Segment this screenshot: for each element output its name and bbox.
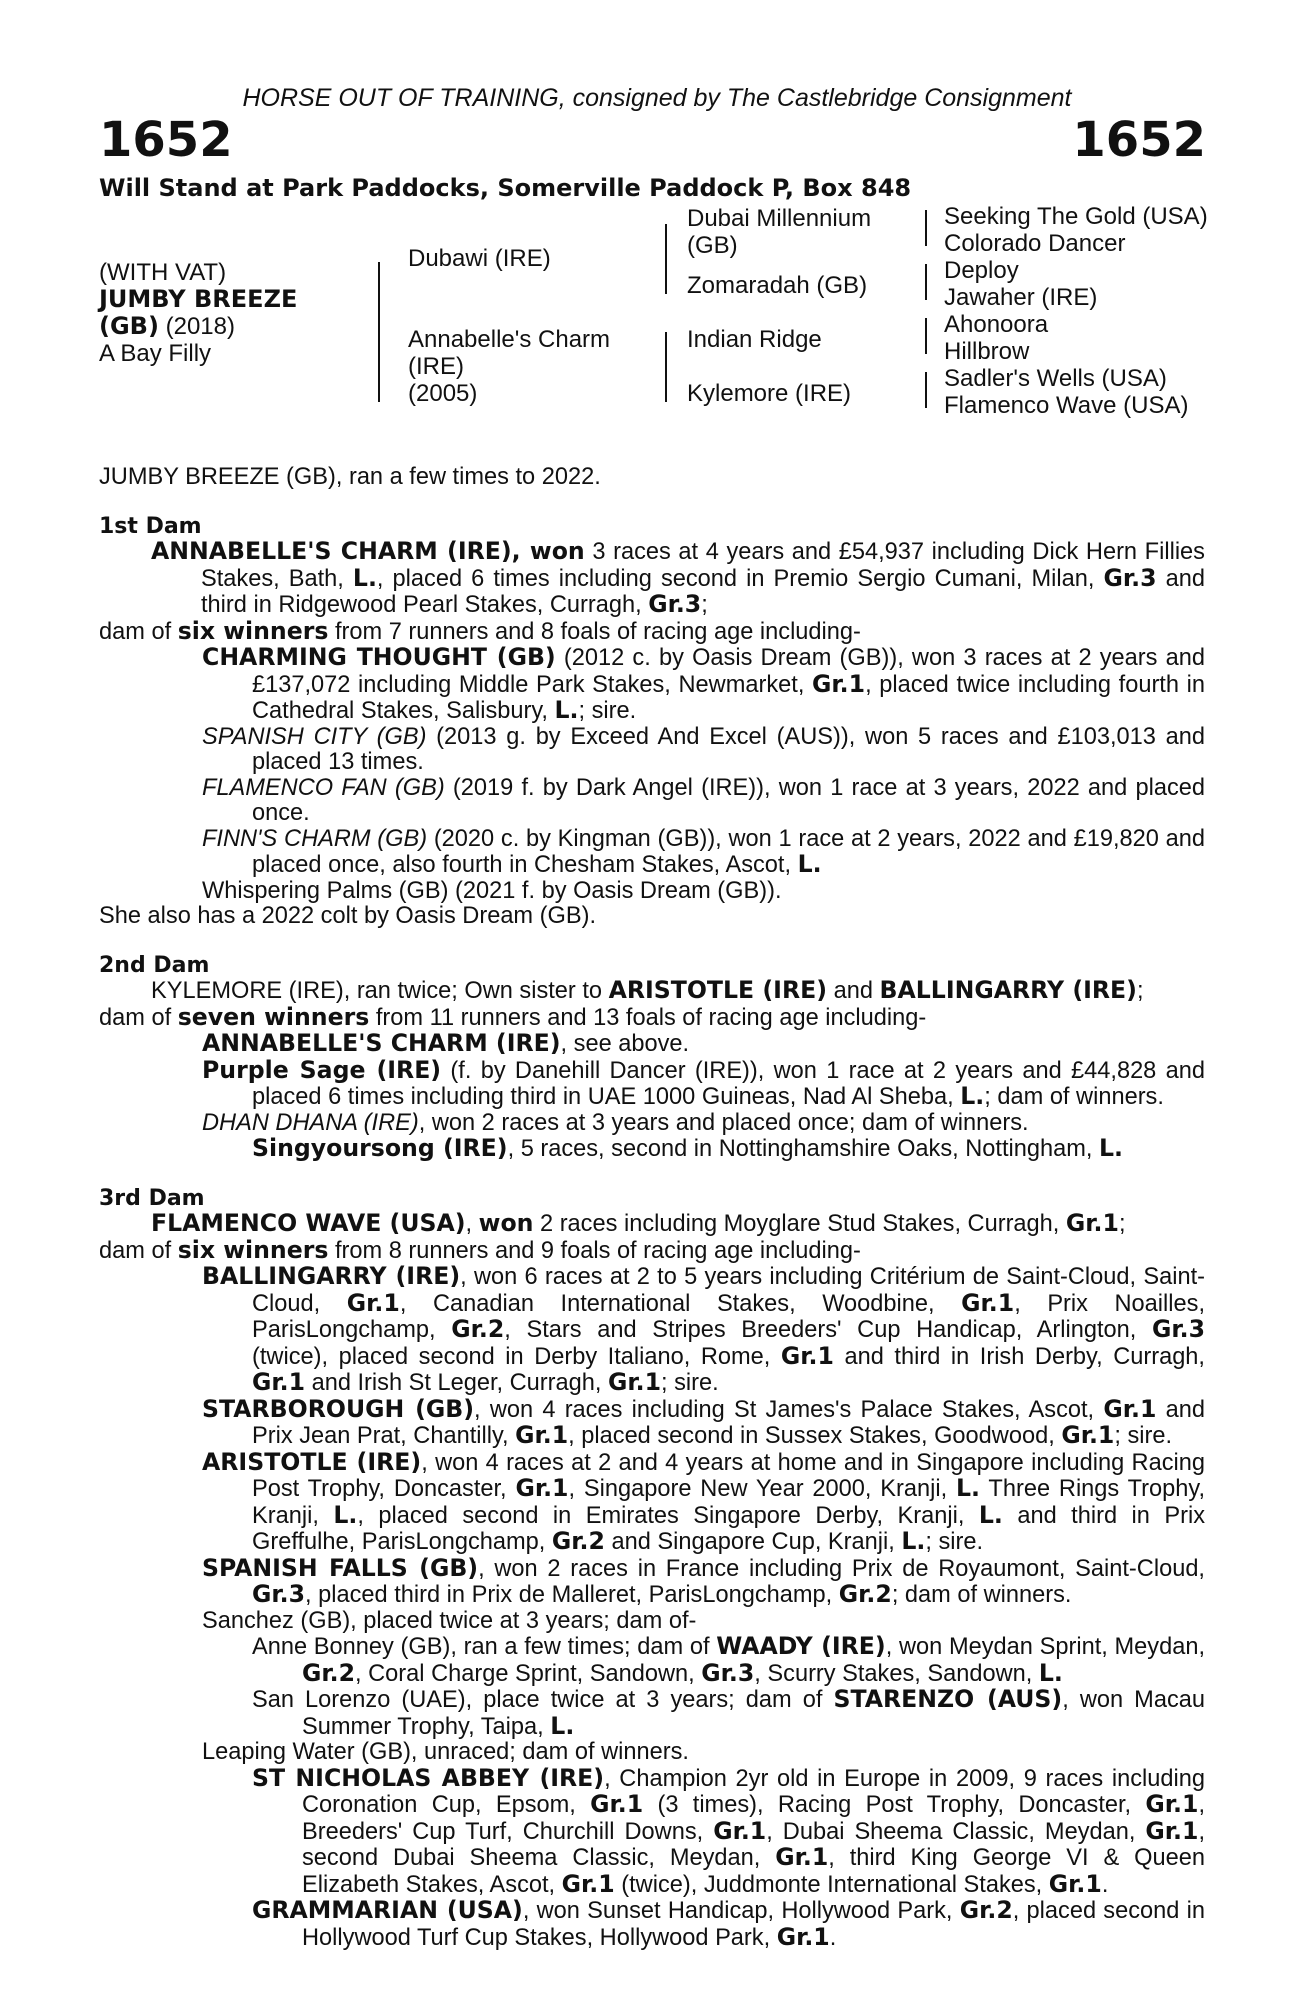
horse-name: ARISTOTLE (IRE) bbox=[202, 1447, 422, 1476]
pedigree-dss: Ahonoora bbox=[944, 311, 1049, 338]
pedigree-dam-country: (IRE) bbox=[408, 353, 464, 380]
pedigree-dam-sire: Indian Ridge bbox=[687, 326, 822, 353]
produce-starborough bbox=[99, 1394, 1205, 1450]
consignor-header: HORSE OUT OF TRAINING, consigned by The Castlebridge Consignment bbox=[242, 84, 1072, 112]
group-label: Gr.1 bbox=[515, 1421, 569, 1449]
first-dam-also: She also has a 2022 colt by Oasis Dream (GB). bbox=[99, 903, 597, 929]
text: ; sire. bbox=[578, 698, 637, 724]
pedigree-brace-gen2-dam bbox=[665, 332, 667, 402]
text: KYLEMORE (IRE), ran twice; Own sister to bbox=[151, 978, 609, 1004]
text: , Dubai Sheema Classic, Meydan, bbox=[766, 1818, 1146, 1845]
horse-name: JUMBY BREEZE bbox=[99, 285, 298, 313]
text: ; sire. bbox=[1114, 1423, 1173, 1449]
won-label: won bbox=[529, 537, 585, 565]
group-label: Gr.1 bbox=[776, 1922, 830, 1951]
listed-label: L. bbox=[978, 1500, 1003, 1529]
produce-aristotle bbox=[99, 1447, 1205, 1556]
text: , won 2 races at 3 years and placed once; dam of winners. bbox=[418, 1109, 1029, 1136]
group-label: Gr.2 bbox=[959, 1896, 1013, 1924]
text: (2020 c. by Kingman (GB)), won 1 race at 2 years, 2022 and £19,820 and placed once, also fourth in Chesham Stakes, Ascot, bbox=[252, 825, 1205, 878]
horse-name: Singyoursong (IRE) bbox=[252, 1134, 508, 1162]
text: , Stars and Stripes Breeders' Cup Handicap, Arlington, bbox=[504, 1317, 1152, 1343]
second-dam-heading: 2nd Dam bbox=[99, 952, 210, 978]
horse-block bbox=[99, 259, 297, 367]
group-label: Gr.1 bbox=[713, 1816, 767, 1845]
text: , Champion 2yr old in Europe in 2009, 9 races including Coronation Cup, Epsom, bbox=[302, 1765, 1205, 1818]
text: (twice), Juddmonte International Stakes, bbox=[614, 1871, 1049, 1898]
horse-name: ANNABELLE'S CHARM (IRE) bbox=[202, 1029, 561, 1057]
text: dam of bbox=[99, 1237, 178, 1264]
horse-name: FLAMENCO WAVE (USA) bbox=[151, 1209, 466, 1237]
horse-description: A Bay Filly bbox=[99, 340, 212, 367]
text: , won Macau Summer Trophy, Taipa, bbox=[302, 1687, 1205, 1740]
group-label: Gr.1 bbox=[346, 1288, 400, 1317]
group-label: Gr.3 bbox=[1103, 563, 1157, 592]
group-label: Gr.1 bbox=[1048, 1869, 1102, 1898]
horse-name: BALLINGARRY (IRE) bbox=[202, 1262, 461, 1290]
listed-label: L. bbox=[956, 1474, 981, 1502]
winners-count: six winners bbox=[177, 616, 329, 645]
group-label: Gr.3 bbox=[1151, 1315, 1206, 1343]
group-label: Gr.1 bbox=[961, 1288, 1015, 1317]
produce-spanish-city bbox=[99, 725, 1205, 776]
text: and third in Ridgewood Pearl Stakes, Curragh, bbox=[201, 565, 1206, 618]
text: , Breeders' Cup Turf, Churchill Downs, bbox=[302, 1792, 1206, 1845]
horse-name: FLAMENCO FAN (GB) bbox=[202, 774, 445, 801]
text: . bbox=[1101, 1871, 1109, 1898]
text: , second Dubai Sheema Classic, Meydan, bbox=[302, 1818, 1206, 1871]
listed-label: L. bbox=[960, 1082, 985, 1110]
sep: , bbox=[511, 537, 530, 565]
text: , won Sunset Handicap, Hollywood Park, bbox=[522, 1898, 960, 1924]
text: from 11 runners and 13 foals of racing age including- bbox=[369, 1004, 927, 1031]
text: , see above. bbox=[560, 1031, 690, 1057]
text: (2012 c. by Oasis Dream (GB)), won 3 races at 2 years and £137,072 including Middle Park Stakes, Newmarket, bbox=[252, 645, 1205, 698]
pedigree-ss-country: (GB) bbox=[687, 232, 738, 259]
produce-singyoursong bbox=[99, 1136, 1205, 1163]
pedigree-brace-gen2-sire bbox=[665, 224, 667, 294]
pedigree-sire-dam: Zomaradah (GB) bbox=[687, 272, 868, 299]
pedigree-sdd: Jawaher (IRE) bbox=[944, 284, 1098, 311]
winners-count: six winners bbox=[177, 1235, 329, 1264]
group-label: Gr.3 bbox=[701, 1658, 755, 1687]
stand-location: Will Stand at Park Paddocks, Somerville Paddock P, Box 848 bbox=[99, 174, 912, 202]
produce-charming-thought bbox=[99, 645, 1205, 725]
text: , won 4 races at 2 and 4 years at home and in Singapore including Racing Post Trophy, Doncaster, bbox=[252, 1449, 1205, 1502]
listed-label: L. bbox=[554, 696, 579, 724]
listed-label: L. bbox=[1099, 1134, 1124, 1162]
group-label: Gr.1 bbox=[590, 1790, 644, 1818]
group-label: Gr.1 bbox=[1061, 1421, 1115, 1449]
first-dam-heading: 1st Dam bbox=[99, 513, 202, 539]
text: (twice), placed second in Derby Italiano, Rome, bbox=[252, 1343, 781, 1370]
text: , placed 6 times including second in Premio Sergio Cumani, Milan, bbox=[376, 565, 1104, 592]
produce-ballingarry bbox=[99, 1264, 1205, 1397]
text: , won 4 races including St James's Palace Stakes, Ascot, bbox=[474, 1396, 1104, 1423]
text: ; sire. bbox=[925, 1529, 984, 1555]
text: (2019 f. by Dark Angel (IRE)), won 1 race at 3 years, 2022 and placed once. bbox=[252, 774, 1205, 826]
pedigree-dds: Sadler's Wells (USA) bbox=[944, 365, 1167, 392]
text: and bbox=[827, 978, 880, 1004]
second-dam-entry bbox=[99, 978, 1205, 1005]
text: , won 2 races in France including Prix de Royaumont, Saint-Cloud, bbox=[478, 1555, 1205, 1582]
produce-sanchez: Sanchez (GB), placed twice at 3 years; dam of- bbox=[202, 1607, 697, 1634]
produce-annabelles-charm bbox=[99, 1031, 1205, 1058]
group-label: Gr.1 bbox=[780, 1341, 834, 1370]
won-label: won bbox=[478, 1209, 534, 1237]
vat-note: (WITH VAT) bbox=[99, 259, 227, 286]
lot-number-left: 1652 bbox=[99, 112, 233, 168]
pedigree-brace-gen3-d bbox=[925, 372, 927, 408]
text: San Lorenzo (UAE), place twice at 3 years; dam of bbox=[252, 1687, 834, 1713]
pedigree-ddd: Flamenco Wave (USA) bbox=[944, 392, 1189, 419]
group-label: Gr.2 bbox=[838, 1580, 892, 1608]
second-dam-produce-summary bbox=[99, 1002, 1205, 1032]
pedigree-dam bbox=[408, 326, 610, 407]
text: , placed second in Hollywood Turf Cup Stakes, Hollywood Park, bbox=[302, 1898, 1205, 1951]
text: , Prix Noailles, ParisLongchamp, bbox=[252, 1290, 1205, 1343]
produce-st-nicholas-abbey bbox=[99, 1763, 1206, 1899]
pedigree-dam-year: (2005) bbox=[408, 380, 478, 407]
text: , placed third in Prix de Malleret, ParisLongchamp, bbox=[305, 1582, 839, 1608]
text: ; dam of winners. bbox=[891, 1582, 1072, 1608]
text: from 7 runners and 8 foals of racing age including- bbox=[328, 618, 861, 645]
horse-year: (2018) bbox=[165, 313, 235, 340]
text: ; bbox=[1136, 978, 1144, 1004]
produce-grammarian bbox=[99, 1898, 1205, 1951]
produce-anne-bonney bbox=[99, 1634, 1205, 1687]
text: , 5 races, second in Nottinghamshire Oaks, Nottingham, bbox=[507, 1136, 1100, 1162]
pedigree-sds: Deploy bbox=[944, 257, 1019, 284]
horse-name: ARISTOTLE (IRE) bbox=[608, 976, 828, 1004]
text: (2013 g. by Exceed And Excel (AUS)), won 5 races and £103,013 and placed 13 times. bbox=[252, 723, 1205, 775]
listed-label: L. bbox=[1038, 1658, 1063, 1687]
text: . bbox=[829, 1924, 837, 1951]
group-label: Gr.1 bbox=[1145, 1790, 1199, 1818]
text: , placed second in Sussex Stakes, Goodwood, bbox=[568, 1423, 1062, 1449]
text: , Singapore New Year 2000, Kranji, bbox=[568, 1476, 957, 1502]
horse-name: WAADY (IRE) bbox=[716, 1632, 886, 1660]
text: , won 6 races at 2 to 5 years including Critérium de Saint-Cloud, Saint-Cloud, bbox=[252, 1264, 1205, 1317]
pedigree-gen3-col bbox=[944, 203, 1208, 419]
pedigree-sss: Seeking The Gold (USA) bbox=[944, 203, 1208, 230]
horse-name: FINN'S CHARM (GB) bbox=[202, 825, 428, 852]
group-label: Gr.3 bbox=[252, 1580, 306, 1608]
pedigree-brace-gen3-a bbox=[925, 210, 927, 246]
group-label: Gr.1 bbox=[252, 1368, 306, 1396]
text: from 8 runners and 9 foals of racing age including- bbox=[328, 1237, 861, 1264]
produce-spanish-falls bbox=[99, 1553, 1205, 1609]
text: , won Meydan Sprint, Meydan, bbox=[885, 1634, 1205, 1660]
horse-name: Purple Sage (IRE) bbox=[202, 1055, 442, 1084]
group-label: Gr.1 bbox=[1103, 1394, 1157, 1423]
produce-san-lorenzo bbox=[99, 1687, 1205, 1740]
horse-name: SPANISH CITY (GB) bbox=[202, 723, 427, 750]
intro-line: JUMBY BREEZE (GB), ran a few times to 2022. bbox=[99, 464, 601, 490]
group-label: Gr.2 bbox=[551, 1527, 605, 1555]
text: , placed second in Emirates Singapore Derby, Kranji, bbox=[357, 1502, 979, 1529]
winners-count: seven winners bbox=[177, 1002, 370, 1031]
text: ; dam of winners. bbox=[984, 1084, 1164, 1110]
produce-flamenco-fan bbox=[99, 776, 1205, 827]
listed-label: L. bbox=[333, 1500, 358, 1529]
group-label: Gr.1 bbox=[812, 669, 866, 698]
text: (f. by Danehill Dancer (IRE)), won 1 race at 2 years and £44,828 and placed 6 times including third in UAE 1000 Guineas, Nad Al Sheba, bbox=[252, 1057, 1205, 1110]
pedigree-ssd: Colorado Dancer bbox=[944, 230, 1126, 257]
group-label: Gr.1 bbox=[775, 1843, 829, 1871]
group-label: Gr.3 bbox=[648, 590, 702, 618]
horse-name: CHARMING THOUGHT (GB) bbox=[202, 643, 556, 671]
group-label: Gr.1 bbox=[607, 1368, 662, 1396]
text: and third in Prix Greffulhe, ParisLongchamp, bbox=[252, 1502, 1205, 1555]
text: , Scurry Stakes, Sandown, bbox=[754, 1660, 1039, 1687]
text: dam of bbox=[99, 618, 178, 645]
text: , bbox=[465, 1211, 479, 1237]
produce-whispering-palms: Whispering Palms (GB) (2021 f. by Oasis Dream (GB)). bbox=[202, 877, 782, 904]
text: dam of bbox=[99, 1004, 178, 1031]
listed-label: L. bbox=[901, 1527, 926, 1555]
produce-finns-charm bbox=[99, 827, 1205, 879]
text: Anne Bonney (GB), ran a few times; dam of bbox=[252, 1634, 717, 1660]
horse-name: STARBOROUGH (GB) bbox=[202, 1394, 475, 1423]
text: , Canadian International Stakes, Woodbine, bbox=[399, 1290, 962, 1317]
lot-number-right: 1652 bbox=[1072, 112, 1206, 168]
horse-name: BALLINGARRY (IRE) bbox=[879, 976, 1137, 1004]
group-label: Gr.2 bbox=[451, 1315, 505, 1343]
pedigree-dsd: Hillbrow bbox=[944, 338, 1030, 365]
group-label: Gr.1 bbox=[1145, 1816, 1199, 1845]
produce-purple-sage bbox=[99, 1055, 1205, 1111]
text: and Singapore Cup, Kranji, bbox=[604, 1529, 902, 1555]
text: , placed twice including fourth in Cathedral Stakes, Salisbury, bbox=[252, 671, 1205, 724]
text: ; sire. bbox=[661, 1370, 719, 1396]
horse-country: (GB) bbox=[99, 312, 159, 340]
first-dam-produce-summary bbox=[99, 616, 1205, 646]
third-dam-heading: 3rd Dam bbox=[99, 1185, 205, 1211]
horse-name: GRAMMARIAN (USA) bbox=[252, 1896, 523, 1924]
group-label: Gr.1 bbox=[561, 1869, 615, 1898]
pedigree-brace-gen1 bbox=[378, 262, 380, 402]
pedigree-ss-name: Dubai Millennium bbox=[687, 205, 872, 232]
text: (3 times), Racing Post Trophy, Doncaster, bbox=[643, 1792, 1146, 1818]
pedigree-brace-gen3-c bbox=[925, 318, 927, 354]
pedigree-dam-name: Annabelle's Charm bbox=[408, 326, 611, 353]
text: , third King George VI & Queen Elizabeth Stakes, Ascot, bbox=[302, 1845, 1205, 1898]
group-label: Gr.1 bbox=[515, 1474, 569, 1502]
group-label: Gr.1 bbox=[1065, 1209, 1119, 1237]
dam-name: ANNABELLE'S CHARM (IRE) bbox=[151, 537, 512, 565]
pedigree-brace-gen3-b bbox=[925, 264, 927, 300]
listed-label: L. bbox=[352, 563, 377, 592]
group-label: Gr.2 bbox=[302, 1658, 356, 1687]
third-dam-produce-summary bbox=[99, 1235, 1205, 1265]
text: and Prix Jean Prat, Chantilly, bbox=[252, 1396, 1205, 1449]
text: and Irish St Leger, Curragh, bbox=[305, 1370, 608, 1396]
pedigree-dam-dam: Kylemore (IRE) bbox=[687, 380, 852, 407]
catalogue-body bbox=[99, 465, 1205, 1951]
text: ; bbox=[701, 592, 708, 618]
produce-leaping-water: Leaping Water (GB), unraced; dam of winners. bbox=[202, 1739, 689, 1765]
horse-name: DHAN DHANA (IRE) bbox=[202, 1109, 419, 1136]
text: , Coral Charge Sprint, Sandown, bbox=[355, 1660, 702, 1687]
listed-label: L. bbox=[797, 850, 822, 878]
text: 2 races including Moyglare Stud Stakes, Curragh, bbox=[533, 1211, 1066, 1237]
pedigree-sire-sire bbox=[687, 205, 871, 259]
horse-name: SPANISH FALLS (GB) bbox=[202, 1553, 479, 1582]
text: Three Rings Trophy, Kranji, bbox=[252, 1476, 1205, 1529]
text: 3 races at 4 years and £54,937 including Dick Hern Fillies Stakes, Bath, bbox=[201, 539, 1205, 592]
text: ; bbox=[1118, 1211, 1126, 1237]
pedigree-sire: Dubawi (IRE) bbox=[408, 245, 551, 272]
first-dam-entry bbox=[99, 539, 1205, 619]
text: and third in Irish Derby, Curragh, bbox=[833, 1343, 1205, 1370]
third-dam-entry bbox=[99, 1211, 1205, 1238]
produce-dhan-dhana bbox=[99, 1111, 1205, 1137]
listed-label: L. bbox=[550, 1711, 575, 1740]
horse-name: STARENZO (AUS) bbox=[833, 1685, 1063, 1713]
horse-name: ST NICHOLAS ABBEY (IRE) bbox=[252, 1763, 605, 1792]
